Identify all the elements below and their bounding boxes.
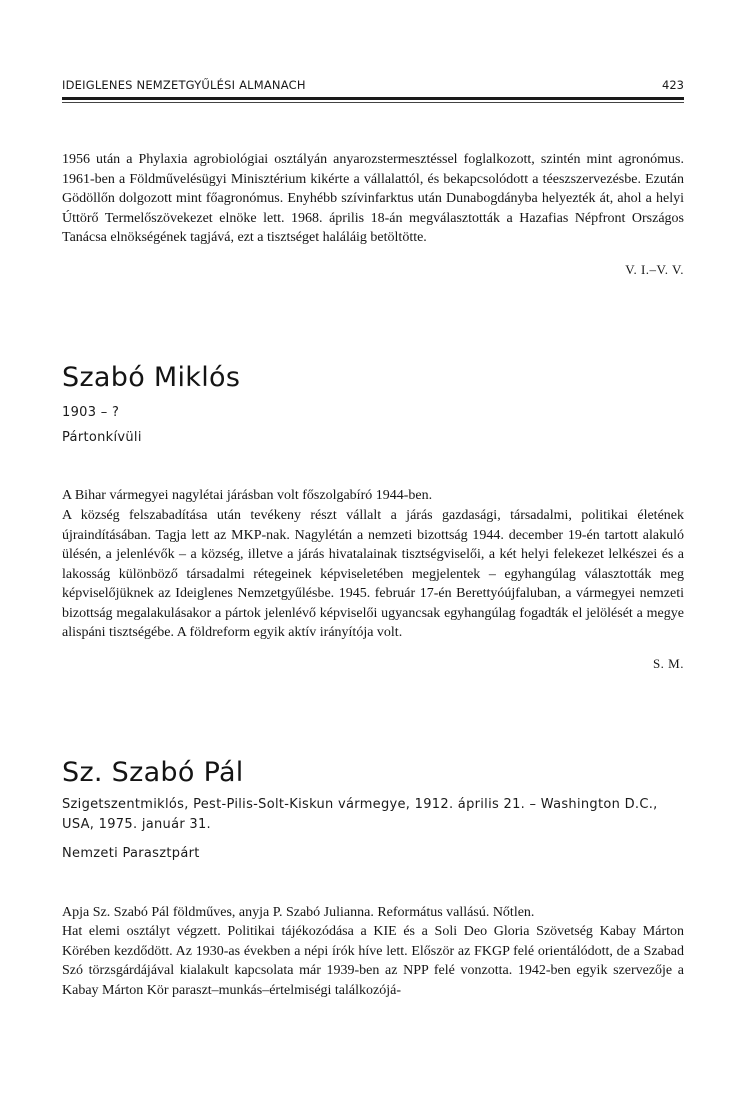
- entry-birthplace-dates: Szigetszentmiklós, Pest-Pilis-Solt-Kiskun vármegye, 1912. április 21. – Washington D.C., USA, 1975. január 31.: [62, 797, 658, 832]
- entry-lead-paragraph: Apja Sz. Szabó Pál földműves, anyja P. Szabó Julianna. Református vallású. Nőtlen.: [62, 905, 535, 920]
- entry-body-paragraph: A község felszabadítása után tevékeny részt vállalt a járás gazdasági, társadalmi, politikai életének újraindításában. Tagja lett az MKP-nak. Nagylétán a nemzeti bizottság 1944. december 19-én tartott alakuló ülésén, a jelenlévők – a község, illetve a járás hivatalainak tisztségviselői, a két helyi felekezet lelkészei és a lakosság különböző társadalmi rétegeinek képviseletében megjelentek – egyhangúlag választották meg képviselőjüknek az Ideiglenes Nemzetgyűlésbe. 1945. február 17-én Berettyóújfaluban, a vármegyei nemzeti bizottság megalakulásakor a pártok jelenlévő képviselői ugyancsak egyhangúlag fogadták el jelölését a megye alispáni tisztségébe. A földreform egyik aktív irányítója volt.: [62, 508, 684, 640]
- header-rule-thin: [62, 102, 684, 103]
- continuation-paragraph: 1956 után a Phylaxia agrobiológiai osztályán anyarozstermesztéssel foglalkozott, szintén mint agronómus. 1961-ben a Földművelésügyi Minisztérium kikérte a vállalattól, és bekapcsolódott a téeszszervezésbe. Ezután Gödöllőn dolgozott mint főagronómus. Enyhébb szívinfarktus után Dunabogdányba helyezték át, ahol a helyi Úttörő Termelőszövekezet elnöke lett. 1968. április 18-án megválasztották a Hazafias Népfront Országos Tanácsa elnökségének tagjává, ezt a tisztséget haláláig betöltötte.: [62, 152, 684, 245]
- entry-party: Nemzeti Parasztpárt: [62, 846, 200, 861]
- running-header: [62, 78, 684, 98]
- header-rule-thick: [62, 97, 684, 100]
- entry-dates: 1903 – ?: [62, 405, 120, 420]
- entry-signature: S. M.: [652, 656, 684, 671]
- entry-party: Pártonkívüli: [62, 430, 142, 445]
- entry-name: Sz. Szabó Pál: [62, 757, 244, 788]
- continuation-signature: V. I.–V. V.: [625, 262, 684, 277]
- page-number: 423: [662, 78, 684, 92]
- entry-body-paragraph: Hat elemi osztályt végzett. Politikai tájékozódása a KIE és a Soli Deo Gloria Szövetség Kabay Márton Körében kezdődött. Az 1930-as években a népi írók híve lett. Először az FKGP felé orientálódott, de a Szabad Szó törzsgárdájával kialakult kapcsolata már 1939-ben az NPP felé vonzotta. 1942-ben egyik szervezője a Kabay Márton Kör paraszt–munkás–értelmiségi találkozójá-: [62, 924, 684, 998]
- entry-lead-paragraph: A Bihar vármegyei nagylétai járásban volt főszolgabíró 1944-ben.: [62, 488, 433, 503]
- running-header-title: IDEIGLENES NEMZETGYŰLÉSI ALMANACH: [62, 78, 306, 92]
- entry-name: Szabó Miklós: [62, 362, 241, 393]
